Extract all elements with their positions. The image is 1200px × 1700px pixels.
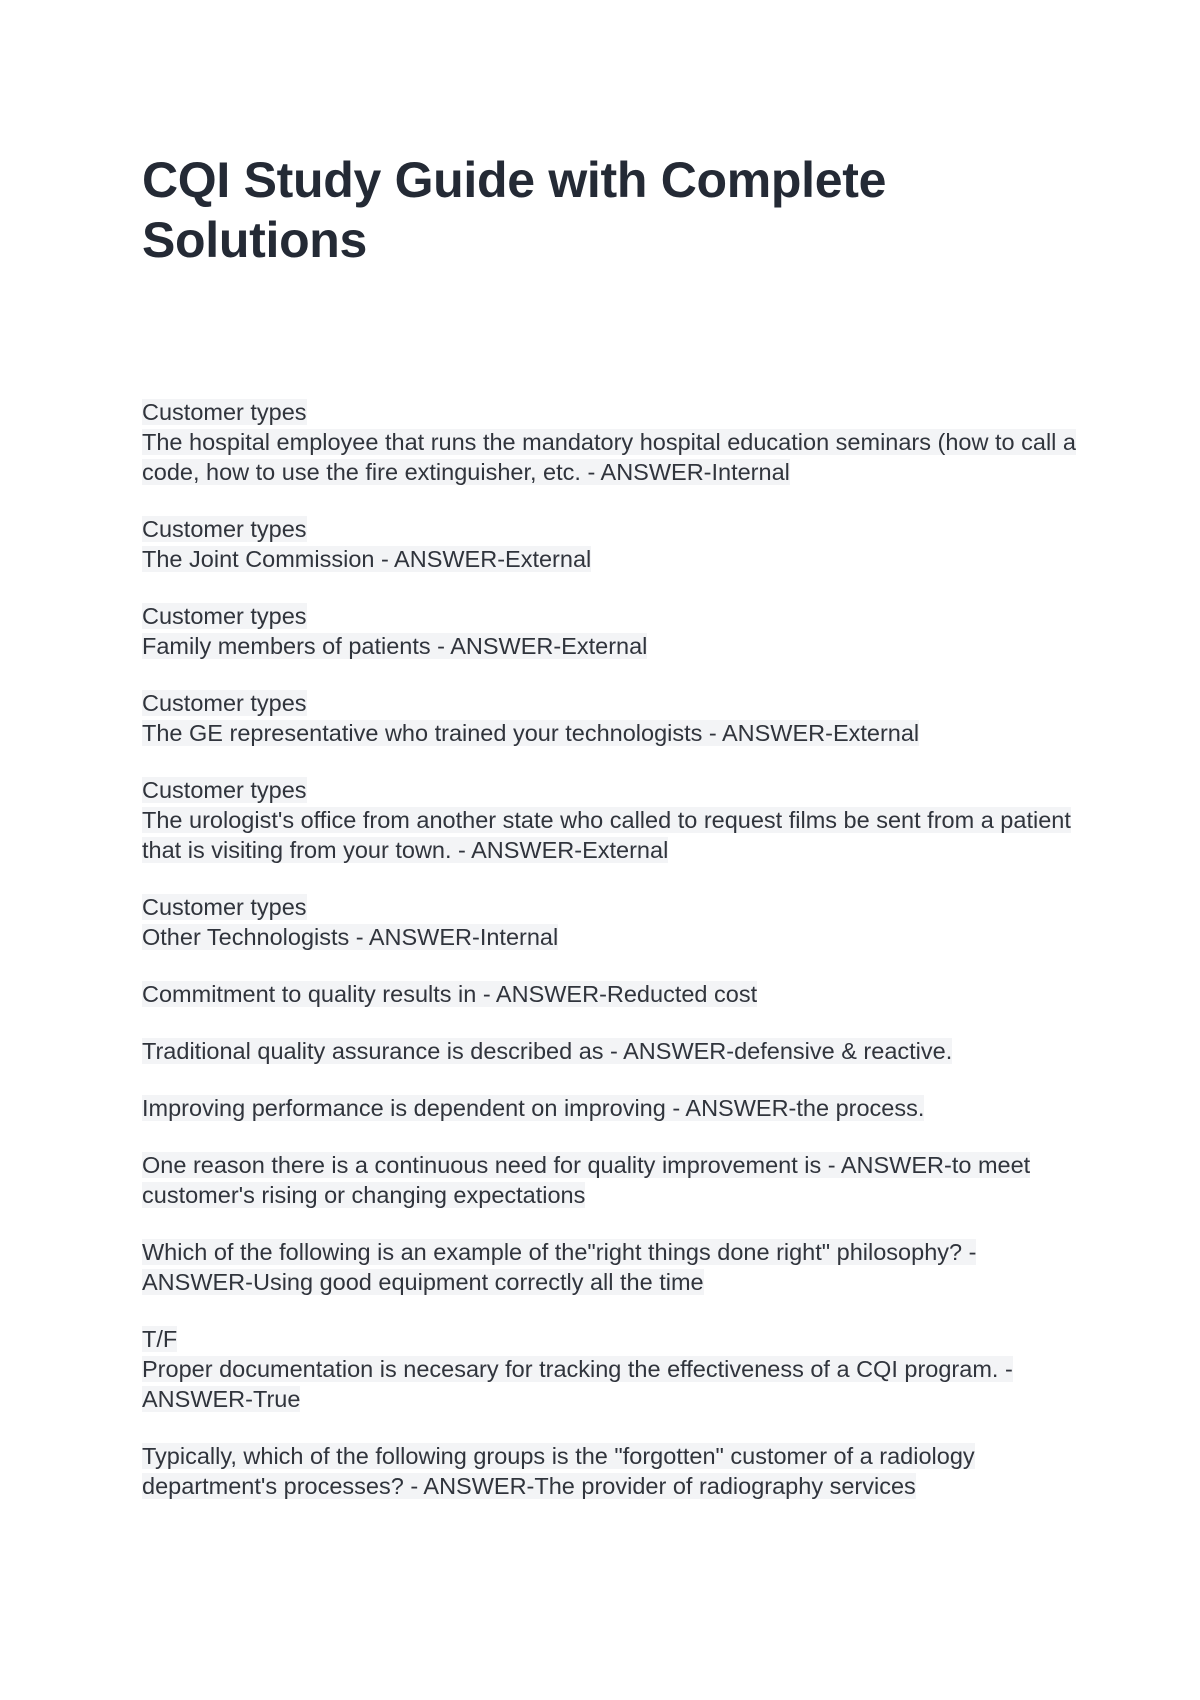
qa-text: Which of the following is an example of the"right things done right" philosophy? - ANSWER-Using good equipment correctly all the time (142, 1239, 977, 1295)
qa-text: Commitment to quality results in - ANSWER-Reducted cost (142, 981, 758, 1007)
qa-item (142, 688, 1082, 748)
qa-text: Traditional quality assurance is described as - ANSWER-defensive & reactive. (142, 1038, 953, 1064)
qa-category: Customer types (142, 399, 307, 425)
qa-text: The GE representative who trained your technologists - ANSWER-External (142, 720, 920, 746)
qa-item (142, 601, 1082, 661)
qa-text: Proper documentation is necesary for tracking the effectiveness of a CQI program. - ANSWER-True (142, 1356, 1013, 1412)
qa-item (142, 775, 1082, 865)
qa-item (142, 1093, 1082, 1123)
qa-list (142, 397, 1082, 1501)
qa-text: The urologist's office from another state who called to request films be sent from a patient that is visiting from your town. - ANSWER-External (142, 807, 1071, 863)
qa-text: Family members of patients - ANSWER-External (142, 633, 648, 659)
qa-item (142, 892, 1082, 952)
qa-item (142, 1036, 1082, 1066)
qa-text: Other Technologists - ANSWER-Internal (142, 924, 559, 950)
qa-text: One reason there is a continuous need for quality improvement is - ANSWER-to meet customer's rising or changing expectations (142, 1152, 1031, 1208)
qa-item (142, 1441, 1082, 1501)
qa-item (142, 1237, 1082, 1297)
qa-category: Customer types (142, 777, 307, 803)
qa-text: Typically, which of the following groups is the "forgotten" customer of a radiology department's processes? - ANSWER-The provider of radiography services (142, 1443, 975, 1499)
qa-text: The hospital employee that runs the mandatory hospital education seminars (how to call a code, how to use the fire extinguisher, etc. - ANSWER-Internal (142, 429, 1076, 485)
qa-category: T/F (142, 1326, 178, 1352)
qa-category: Customer types (142, 894, 307, 920)
qa-text: Improving performance is dependent on improving - ANSWER-the process. (142, 1095, 925, 1121)
qa-item (142, 397, 1082, 487)
qa-category: Customer types (142, 516, 307, 542)
qa-item (142, 1150, 1082, 1210)
document-page (142, 150, 1082, 1528)
document-title: CQI Study Guide with Complete Solutions (142, 152, 887, 268)
qa-item (142, 1324, 1082, 1414)
qa-text: The Joint Commission - ANSWER-External (142, 546, 592, 572)
qa-item (142, 979, 1082, 1009)
qa-item (142, 514, 1082, 574)
qa-category: Customer types (142, 690, 307, 716)
qa-category: Customer types (142, 603, 307, 629)
